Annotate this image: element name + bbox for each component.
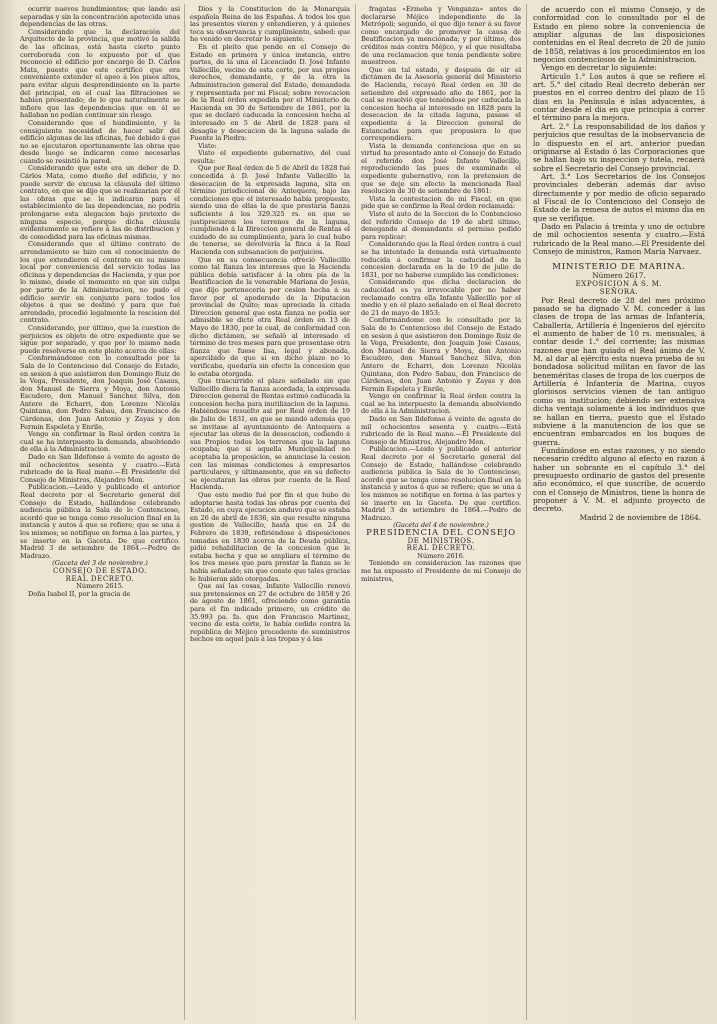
column-rule (184, 4, 185, 1020)
column-1 (20, 6, 180, 1020)
paragraph: Considerando que la Real órden contra á cual se ha intentado la demanda está virtualmente reducida á confirmar la caducidad de la concesion declarada en la de 19 de julio de 1831, por no haberse cumplido las condiciones: (361, 240, 521, 279)
paragraph: Dado en Palacio á treinta y uno de octubre de mil ochocientos sesenta y cuatro.—Está rubricado de la Real mano.—El Presidente del Consejo de ministros, Ramon María Narvaez. (533, 221, 705, 256)
paragraph: Dado en San Ildefonso á veinte de agosto de mil ochocientos sesenta y cuatro.—Está rubricado de la Real mano.—El Presidente del Consejo de Ministros, Alejandro Mon. (361, 415, 521, 446)
paragraph: Visto: (198, 141, 217, 150)
paragraph: Vista la contestacion de mi Fiscal, en que pide que se confirme la Real órden reclamada: (361, 194, 521, 211)
paragraph: Artículo 1.° Los autos á que se refiere el art. 5.° del citado Real decreto deberán ser puestos en el correo dentro del plazo de 15 dias en la Península é islas adyacentes, á contar desde el dia en que principia á correr el término para la mejora. (533, 71, 705, 123)
section-separator (599, 259, 639, 260)
section-heading: REAL DECRETO. (406, 544, 476, 553)
paragraph: Conformándome con lo consultado por la Sala de lo Contencioso del Consejo de Estado en sesion á que asistieron don Domingo Ruiz de la Vega, Presidente, don Joaquin José Casaus, don Manuel de Sierra y Moya, don Antonio Escudero, don Manuel Sanchez Silva, don Antero de Echarri, don Lorenzo Nicolás Quintana, don Pedro Sabau, don Francisco de Cárdenas, don Juan Antonio y Zayas y don Fermin Espeleta y Enrile, (361, 316, 521, 393)
paragraph: Vengo en confirmar la Real órden contra la cual se ha interpuesto la demanda absolviendo de ella á la Administracion. (361, 392, 521, 416)
decree-number: Número 2616. (417, 551, 465, 560)
column-rule (526, 4, 527, 1020)
paragraph: Fundándose en estas razones, y no siendo necesario crédito alguno al efecto en razon á haber un sobrante en el capítulo 3.° del presupuesto ordinario de gastos del presente año económico, el que suscribe, de acuerdo con el Consejo de Ministros, tiene la honra de proponer á V. M. el adjunto proyecto de decreto. (533, 445, 705, 514)
paragraph: Doña Isabel II, por la gracia de (28, 589, 131, 598)
paragraph: Conformándome con lo consultado por la Sala de lo Contencioso del Consejo de Estado, en sesion á que asistieron don Domingo Ruiz de la Vega, Presidente, don Joaquin José Casaus, don Manuel de Sierra y Moya, don Antonio Escudero, don Manuel Sanchez Silva, don Antero de Echarri, don Lorenzo Nicolás Quintana, don Pedro Sabau, don Francisco de Cárdenas, don Juan Antonio y Zayas y don Fermin Espeleta y Enrile, (20, 354, 180, 431)
section-heading: EXPOSICION Á S. M. (575, 280, 663, 288)
paragraph: fragatas «Ermeba y Venganza» antes de declararse Méjico independiente de la Metrópoli; segundo, el que dijo tener á su favor como encargado de promover la causa de Beatificacion ya mencionada; y por último, dos créditos más contra Méjico, y el que resultaba de una reclamacion que tenía pendiente sobre muestreos. (361, 6, 521, 67)
paragraph: Que en tal estado, y después de oir el dictámen de la Asesoría general del Ministerio de Hacienda, recayó Real órden en 30 de setiembre del expresado año de 1861, por la cual se resolvió que teniéndose por caducada la concesion hecha al interesado en 1828 para la desecacion de la citada laguna, pasase el expediente á la Direccion general de Estancadas para que propusiera lo que correspondiera. (361, 65, 521, 143)
paragraph: ocurrir nuevos hundimientos; que lando así separadas y sin la concentración apetecida unas dependencias de las otras. (20, 6, 180, 29)
paragraph: Considerando que la declaración del Arquitecto de la provincia, que motivó la salida de las oficinas, está hasta cierto punto corroborada con lo expuesto por el que reconoció el edificio por encargo de D. Cárlos Mata, puesto que este certificó que era conveniente extender el apeo á los pisos altos, para evitar algun desprendimiento en la parte del principal, en el cual las filtraciones se habían presentado; de lo que naturalmente se infiere que las dependencias que en él se hallaban no podían continuar sin riesgo. (20, 27, 180, 120)
section-heading: PRESIDENCIA DEL CONSEJO (366, 527, 516, 538)
paragraph: Vista la demanda contenciosa que en su virtud ha presentado ante el Consejo de Estado el referido don José Infante Vallecillo, reproduciendo las pues de examinado el expediente gubernativo, con la pretension de que se deje sin efecto la mencionada Real resolucion de 30 de setiembre de 1861: (361, 141, 521, 196)
paragraph: Vengo en confirmar la Real órden contra la cual se ha interpuesto la demanda, absolviendo de ella á la Administracion. (20, 430, 180, 454)
paragraph: Que por Real órden de 5 de Abril de 1828 fué concedida á D. José Infante Vallecillo la desecacion de la expresada laguna, sita en término jurisdiccional de Antequera, bajo las condiciones que el interesado había propuesto, siendo una de ellas la de que prestaria fianza suficiente á los 329.325 rs. en que se justipreciaron los terrenos de la laguna, cumpliendo á la Direccion general de Rentas el cuidado de su cumplimiento, para lo cual hubo de tenerse, se devolvería la finca á la Real Hacienda con subsanacion de perjuicios. (190, 164, 350, 256)
paragraph: Por Real decreto de 28 del mes próximo pasado se ha dignado V. M. conceder á las clases de tropa de las armas de Infantería, Caballería, Artillería é Ingenieros del ejército el aumento de haber de 10 rs. mensuales, á contar desde 1.° del corriente; las mismas razones que han guiado el Real ánimo de V. M. al dar al ejército esta nueva prueba de su bondadosa solicitud militan en favor de las beneméritas clases de tropa de los cuerpos de Artillería é Infantería de Marina, cuyos gloriosos servicios vienen de tan antiguo como su institucion; debiendo ser extensiva dicha ventaja solamente á los individuos que se hallan en tierra, puesto que el Estado subviene á la manutencion de los que se encuentran embarcados en los buques de guerra. (533, 295, 705, 447)
paragraph: Vengo en decretar lo siguiente: (541, 63, 657, 73)
paragraph: Art. 2.° La responsabilidad de los daños y perjuicios que resultas de la inobservancia de lo dispuesto en el art. anterior puedan originarse al Estado ó las Corporaciones que se hallan bajo su inspeccion y tutela, recaerá sobre el Secretario del Consejo provincial. (533, 121, 705, 173)
decree-number: Número 2617. (592, 270, 646, 280)
paragraph: Que en su consecuencia ofreció Vallecillo como tal fianza los intereses que la Hacienda pública debía satisfacer á la obra pía de la Beatificacion de la venerable Mariana de Jesús, que dijo pertenecería por cesion hecha á su favor por el apoderado de la Diputacion provincial de Quito; mas apreciada la citada Direccion general que esta fianza no podía ser admisible se dictó otra Real órden en 13 de Mayo de 1830, por la cual, de conformidad con dicho dictámen, se señaló al interesado el término de tres meses para que presentase otra fianza que fuese lisa, legal y abonada, apercibido de que si en dicho plazo no lo verificaba, quedaría sin efecto la concesion que le estaba otorgada. (190, 255, 350, 378)
paragraph: Considerando, por último, que la cuestion de perjuicios es objeto de otro expediente que se sigue por separado, y que por lo mismo nada puede resolverse en este pleito acerca de ellas: (20, 323, 180, 355)
paragraph: de acuerdo con el mismo Consejo, y de conformidad con lo consultado por el de Estado en pleno sobre la conveniencia de ampliar algunas de las disposiciones contenidas en el Real decreto de 20 de junio de 1858, relativas á los procedimientos en los negocios contenciosos de la Administracion. (533, 6, 705, 65)
paragraph: Publicacion.—Leido y publicado el anterior Real decreto por el Secretario general del Consejo de Estado, hallándose celebrando audiencia pública la Sala de lo Contencioso, acordó que se tenga como resolucion final en la instancia y autos á que se refiere; que se una á los mismos se notifique en forma á las partes y se inserte en la Gaceta. De que certifico. Madrid 3 de setiembre de 1864.—Pedro de Madrazo. (361, 445, 521, 522)
section-heading: REAL DECRETO. (65, 574, 135, 583)
paragraph: Considerando que dicha declaracion de caducidad es ya irrevocable por no haber reclamado contra ella Infante Vallecillo por el medio y en el plazo señalado en el Real decreto de 21 de mayo de 1853: (361, 278, 521, 317)
column-2 (190, 6, 350, 1020)
column-rule (355, 4, 356, 1020)
paragraph: Teniendo en consideracion las razones que me ha expuesto el Presidente de mi Consejo de ministros, (361, 559, 521, 583)
section-heading: DE MINISTROS. (407, 536, 475, 545)
decree-number: Número 2615. (76, 582, 124, 591)
dateline: Madrid 2 de noviembre de 1864. (579, 512, 701, 522)
section-heading: MINISTERIO DE MARINA. (552, 262, 686, 273)
column-3 (361, 6, 521, 1020)
section-heading: CONSEJO DE ESTADO. (52, 566, 148, 575)
paragraph: Que así las cosas, Infante Vallecillo renovó sus pretensiones en 27 de octubre de 1858 y 26 de agosto de 1861, ofreciendo como garantía para el fin indicado primero, un crédito de 35.993 pa. fa. que don Francisco Martinez, vecino de esta corte, le había cedido contra la república de Méjico procedente de suministros hechos en aquel país á las tropas y á las (190, 582, 350, 644)
paragraph: Considerando que el último contrato de arrendamiento se hizo con el conocimiento de los que extendieron el contrato en su mismo local por conveniencia del servicio todas las oficinas y dependencias de Hacienda, y que por lo mismo, desde el momento en que sin culpa por parte de la Administracion, no pudo el edificio servir en conjunto para todos los objetos á que se destinó y para que fué arrendado, procedió legalmente la rescision del contrato. (20, 240, 180, 325)
gazette-date: (Gaceta del 3 de noviembre.) (52, 559, 148, 568)
paragraph: Art. 3.° Los Secretarios de los Consejos provinciales deberán además dar aviso directamente y por medio de oficio separado al Fiscal de lo Contencioso del Consejo de Estado de la remesa de autos el mismo dia en que se verifique. (533, 171, 705, 223)
paragraph: Considerando que el hundimiento, y la consiguiente necesidad de hacer salir del edificio algunas de las oficinas, fué debido á que no se ejecutaron oportunamente las obras que desde luego se indicaron como necesarias cuando se resintió la pared. (20, 118, 180, 165)
paragraph: Considerando que este era un deber de D. Cárlos Mata, como dueño del edificio, y no puede servir de excusa la cláusula del último contrato, en que se dijo que se realizarían por él las obras que se le indicaran para el establecimiento de las dependencias, no podría prolongarse esta alegacion bajo pretexto de ninguna especie, porque dicha cláusula evidentemente se refiere á las de distribucion y de comodidad para las oficinas mismas. (20, 164, 180, 241)
paragraph: Visto el auto de la Seccion de lo Contencioso del referido Consejo de 19 de abril último, denegando al demandante el permiso pedido para replicar: (361, 210, 521, 241)
column-4 (533, 6, 705, 1020)
paragraph: Publicacion.—Leido y publicado el anterior Real decreto por el Secretario general del Consejo de Estado, hallándose celebrando audiencia pública la Sala de lo Contencioso, acordó que se tenga como resolucion final en la instancia y autos á que se refiere; que se una á los mismos; se notifique en forma á las partes, y se inserte en la Gaceta. De que certifico. Madrid 3 de setiembre de 1864.—Pedro de Madrazo. (20, 483, 180, 560)
paragraph: Que trascurrido el plazo señalado sin que Vallecillo diera la fianza acordada, la expresada Direccion general de Rentas estimó caducada la concesion hecha para inutilizacion de la laguna. Habiéndose resuelto así por Real órden de 19 de Julio de 1831, en que se mandó además que se invitase al ayuntamiento de Antequera a ejecutar las obras de la desecacion, cediendo á sus Propios todos los terrenos que la laguna ocupaba; que si aquella Municipalidad no aceptaba la proposicion, se anunciase la cesion con las mismas condiciones á empresarios particulares, y últimamente, que en su defecto se ejecutaran las obras por cuenta de la Real Hacienda. (190, 377, 350, 492)
section-heading: SEÑORA. (599, 288, 639, 297)
gazette-date: (Gaceta del 4 de noviembre.) (393, 521, 489, 530)
paragraph: Visto el expediente gubernativo, del cual resulta: (190, 149, 350, 165)
paragraph: Dado en San Ildefonso á veinte de agosto de mil ochocientos sesenta y cuatro.—Está rubricado de la Real mano.—El Presidente del Consejo de Ministros, Alejandro Mon. (20, 453, 180, 484)
paragraph: Dios y la Constitucion de la Monarquía española Reina de las Españas. A todos los que las presentes vieren y entendieren, y á quienes toca su observancia y cumplimiento, sabed: que he venido en decretar lo siguiente. (190, 6, 350, 44)
paragraph: En el pleito que pende en el Consejo de Estado en primera y única instancia, entre partes, de la una el Licenciado D. José Infante Vallecillo, vecino de esta corte, por sus propios derechos, demandante, y de la otra la Administracion general del Estado, demandada y representada por mi Fiscal; sobre revocacion de la Real órden expedida por el Ministerio de Hacienda en 30 de Setiembre de 1861, por la que se declaró caducada la concesion hecha al interesado en 5 de Abril de 1828 para el desagüe y desecacion de la laguna salada de Fuente la Piedra: (190, 42, 350, 143)
paragraph: Que este medio fué por fin el que hubo de adoptarse hasta todas las obras por cuenta del Estado, en cuya ejecucion anduvo que se estaba en 26 de abril de 1836, sin que resulte ninguna gestion de Vallecillo, hasta que en 24 de Febrero de 1839, refiriéndose á disposiciones tomadas en 1830 acerca de la Deuda pública, pidió rehabilitacion de la concesion que le estaba hecha y que se ampliara el término de los tres meses que para prestar la fianza se le había señalado; sin que conste que tales gracias le hubieran sido otorgadas. (190, 491, 350, 583)
